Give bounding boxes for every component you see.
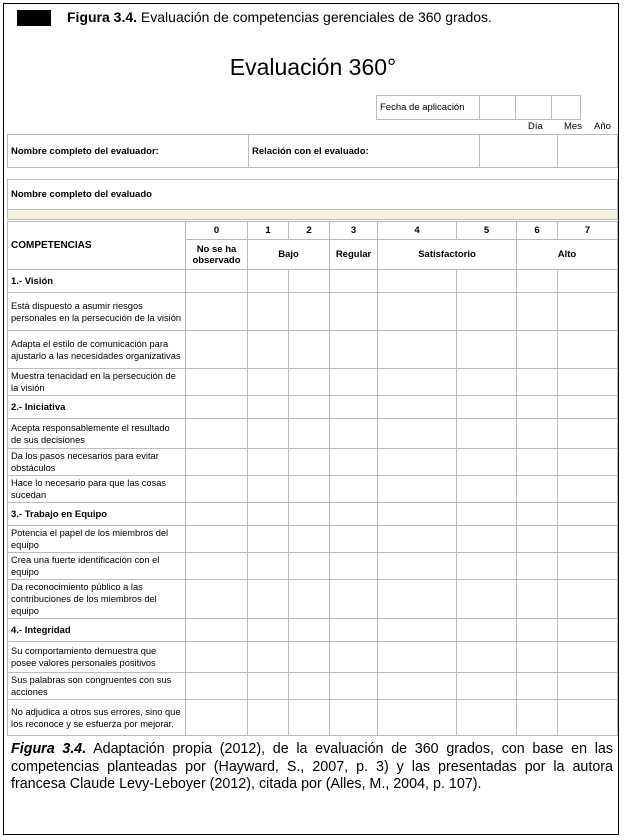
rating-cell[interactable] bbox=[330, 642, 378, 673]
caption-label: Figura 3.4. bbox=[11, 741, 87, 757]
scale-label-regular: Regular bbox=[330, 240, 378, 270]
competencies-header: COMPETENCIAS bbox=[8, 222, 186, 270]
rating-cell[interactable] bbox=[330, 553, 378, 580]
scale-number: 1 bbox=[248, 222, 289, 240]
rating-cell[interactable] bbox=[558, 673, 618, 700]
day-label: Día bbox=[528, 121, 543, 132]
evaluated-spacer bbox=[8, 210, 618, 220]
rating-cell[interactable] bbox=[248, 476, 289, 503]
competency-description: Da los pasos necesarios para evitar obstáculos bbox=[8, 449, 186, 476]
competency-description: Está dispuesto a asumir riesgos personales en la persecución de la visión bbox=[8, 293, 186, 331]
rating-cell[interactable] bbox=[248, 700, 289, 736]
rating-cell[interactable] bbox=[517, 580, 558, 619]
rating-cell[interactable] bbox=[457, 526, 517, 553]
rating-cell[interactable] bbox=[330, 673, 378, 700]
competency-row bbox=[8, 580, 618, 619]
rating-cell[interactable] bbox=[330, 331, 378, 369]
form-title: Evaluación 360° bbox=[229, 54, 397, 80]
rating-cell bbox=[186, 503, 248, 526]
rating-cell[interactable] bbox=[186, 673, 248, 700]
rating-cell[interactable] bbox=[517, 449, 558, 476]
rating-cell[interactable] bbox=[289, 580, 330, 619]
rating-cell[interactable] bbox=[289, 331, 330, 369]
evaluator-extra-1[interactable] bbox=[480, 135, 558, 168]
competencies-table bbox=[7, 221, 618, 736]
rating-cell[interactable] bbox=[330, 293, 378, 331]
rating-cell[interactable] bbox=[517, 642, 558, 673]
rating-cell[interactable] bbox=[517, 369, 558, 396]
rating-cell[interactable] bbox=[186, 642, 248, 673]
rating-cell[interactable] bbox=[330, 449, 378, 476]
rating-cell bbox=[248, 270, 289, 293]
rating-cell[interactable] bbox=[558, 369, 618, 396]
competency-description: Potencia el papel de los miembros del equipo bbox=[8, 526, 186, 553]
scale-number: 3 bbox=[330, 222, 378, 240]
rating-cell[interactable] bbox=[558, 293, 618, 331]
competency-description: Crea una fuerte identificación con el equipo bbox=[8, 553, 186, 580]
rating-cell[interactable] bbox=[457, 580, 517, 619]
rating-cell[interactable] bbox=[517, 673, 558, 700]
date-label: Fecha de aplicación bbox=[377, 96, 480, 120]
competency-row bbox=[8, 293, 618, 331]
rating-cell[interactable] bbox=[558, 419, 618, 449]
rating-cell[interactable] bbox=[517, 526, 558, 553]
section-row bbox=[8, 619, 618, 642]
rating-cell bbox=[248, 396, 289, 419]
rating-cell[interactable] bbox=[186, 580, 248, 619]
rating-cell[interactable] bbox=[289, 553, 330, 580]
rating-cell[interactable] bbox=[378, 673, 457, 700]
competency-row bbox=[8, 369, 618, 396]
rating-cell[interactable] bbox=[378, 642, 457, 673]
rating-cell[interactable] bbox=[378, 580, 457, 619]
competency-row bbox=[8, 553, 618, 580]
rating-cell[interactable] bbox=[457, 553, 517, 580]
rating-cell[interactable] bbox=[558, 580, 618, 619]
rating-cell[interactable] bbox=[378, 526, 457, 553]
rating-cell[interactable] bbox=[248, 369, 289, 396]
rating-cell[interactable] bbox=[186, 526, 248, 553]
rating-cell[interactable] bbox=[558, 526, 618, 553]
rating-cell[interactable] bbox=[330, 700, 378, 736]
scale-number: 6 bbox=[517, 222, 558, 240]
rating-cell[interactable] bbox=[457, 642, 517, 673]
scale-number: 4 bbox=[378, 222, 457, 240]
rating-cell bbox=[558, 396, 618, 419]
section-title: 3.- Trabajo en Equipo bbox=[8, 503, 186, 526]
relation-label: Relación con el evaluado: bbox=[249, 135, 480, 168]
rating-cell[interactable] bbox=[248, 553, 289, 580]
rating-cell[interactable] bbox=[558, 700, 618, 736]
rating-cell[interactable] bbox=[248, 331, 289, 369]
rating-cell[interactable] bbox=[558, 553, 618, 580]
date-sublabels bbox=[0, 121, 626, 133]
rating-cell bbox=[457, 396, 517, 419]
section-title: 2.- Iniciativa bbox=[8, 396, 186, 419]
rating-cell[interactable] bbox=[186, 293, 248, 331]
rating-cell[interactable] bbox=[248, 419, 289, 449]
rating-cell bbox=[378, 619, 457, 642]
rating-cell[interactable] bbox=[330, 419, 378, 449]
rating-cell[interactable] bbox=[289, 673, 330, 700]
rating-cell bbox=[378, 503, 457, 526]
section-row bbox=[8, 503, 618, 526]
redaction-box bbox=[17, 10, 51, 26]
rating-cell[interactable] bbox=[186, 476, 248, 503]
rating-cell[interactable] bbox=[289, 526, 330, 553]
rating-cell[interactable] bbox=[457, 331, 517, 369]
scale-label-not-observed: No se ha observado bbox=[186, 240, 248, 270]
rating-cell[interactable] bbox=[558, 331, 618, 369]
scale-label-high: Alto bbox=[517, 240, 618, 270]
rating-cell[interactable] bbox=[517, 331, 558, 369]
competency-description: Sus palabras son congruentes con sus acciones bbox=[8, 673, 186, 700]
rating-cell bbox=[517, 270, 558, 293]
rating-cell[interactable] bbox=[517, 700, 558, 736]
rating-cell[interactable] bbox=[457, 700, 517, 736]
evaluated-label: Nombre completo del evaluado bbox=[8, 180, 618, 210]
rating-cell[interactable] bbox=[558, 642, 618, 673]
rating-cell bbox=[289, 270, 330, 293]
rating-cell bbox=[186, 619, 248, 642]
rating-cell bbox=[330, 396, 378, 419]
figure-title: Evaluación de competencias gerenciales de 360 grados. bbox=[140, 9, 492, 25]
rating-cell[interactable] bbox=[457, 449, 517, 476]
rating-cell[interactable] bbox=[457, 369, 517, 396]
rating-cell bbox=[457, 503, 517, 526]
rating-cell bbox=[558, 270, 618, 293]
rating-cell[interactable] bbox=[289, 642, 330, 673]
rating-cell bbox=[378, 270, 457, 293]
caption-text: Adaptación propia (2012), de la evaluación de 360 grados, con base en las competencias planteadas por (Hayward, S., 2007, p. 3) y las presentadas por la autora francesa Claude Levy-Leboyer (2012), citada por (Alles, M., 2004, p. 107). bbox=[11, 741, 613, 792]
rating-cell[interactable] bbox=[289, 700, 330, 736]
section-row bbox=[8, 270, 618, 293]
rating-cell[interactable] bbox=[186, 419, 248, 449]
competency-description: No adjudica a otros sus errores, sino que los reconoce y se esfuerza por mejorar. bbox=[8, 700, 186, 736]
evaluator-table bbox=[7, 134, 618, 168]
competency-row bbox=[8, 449, 618, 476]
evaluated-table bbox=[7, 179, 618, 220]
rating-cell[interactable] bbox=[517, 293, 558, 331]
competency-description: Acepta responsablemente el resultado de sus decisiones bbox=[8, 419, 186, 449]
competency-row bbox=[8, 476, 618, 503]
rating-cell bbox=[517, 396, 558, 419]
rating-cell bbox=[457, 619, 517, 642]
rating-cell[interactable] bbox=[289, 419, 330, 449]
rating-cell[interactable] bbox=[248, 642, 289, 673]
evaluator-extra-2[interactable] bbox=[558, 135, 618, 168]
rating-cell[interactable] bbox=[378, 419, 457, 449]
rating-cell[interactable] bbox=[186, 369, 248, 396]
competency-row bbox=[8, 642, 618, 673]
rating-cell[interactable] bbox=[248, 526, 289, 553]
rating-cell[interactable] bbox=[457, 476, 517, 503]
rating-cell[interactable] bbox=[517, 553, 558, 580]
month-field[interactable] bbox=[516, 96, 552, 120]
rating-cell[interactable] bbox=[457, 419, 517, 449]
rating-cell[interactable] bbox=[248, 673, 289, 700]
rating-cell[interactable] bbox=[378, 476, 457, 503]
rating-cell bbox=[378, 396, 457, 419]
date-table bbox=[376, 95, 581, 120]
rating-cell[interactable] bbox=[378, 553, 457, 580]
rating-cell[interactable] bbox=[186, 331, 248, 369]
rating-cell bbox=[558, 503, 618, 526]
rating-cell[interactable] bbox=[457, 293, 517, 331]
rating-cell bbox=[330, 619, 378, 642]
rating-cell[interactable] bbox=[457, 673, 517, 700]
rating-cell bbox=[330, 270, 378, 293]
day-field[interactable] bbox=[480, 96, 516, 120]
month-label: Mes bbox=[564, 121, 582, 132]
rating-cell bbox=[289, 396, 330, 419]
competency-description: Su comportamiento demuestra que posee valores personales positivos bbox=[8, 642, 186, 673]
figure-label: Figura 3.4. bbox=[67, 9, 138, 25]
rating-cell bbox=[558, 619, 618, 642]
rating-cell bbox=[289, 619, 330, 642]
rating-cell[interactable] bbox=[330, 580, 378, 619]
figure-caption bbox=[11, 741, 613, 794]
rating-cell[interactable] bbox=[289, 369, 330, 396]
rating-cell[interactable] bbox=[378, 449, 457, 476]
rating-cell[interactable] bbox=[248, 293, 289, 331]
scale-label-satisfactory: Satisfactorio bbox=[378, 240, 517, 270]
competency-row bbox=[8, 526, 618, 553]
rating-cell bbox=[186, 396, 248, 419]
competency-description: Muestra tenacidad en la persecución de la visión bbox=[8, 369, 186, 396]
rating-cell[interactable] bbox=[186, 700, 248, 736]
scale-number: 7 bbox=[558, 222, 618, 240]
scale-label-low: Bajo bbox=[248, 240, 330, 270]
rating-cell[interactable] bbox=[289, 293, 330, 331]
rating-cell[interactable] bbox=[378, 369, 457, 396]
evaluator-label: Nombre completo del evaluador: bbox=[8, 135, 249, 168]
rating-cell bbox=[517, 503, 558, 526]
rating-cell[interactable] bbox=[517, 476, 558, 503]
scale-number: 0 bbox=[186, 222, 248, 240]
rating-cell bbox=[248, 619, 289, 642]
rating-cell bbox=[186, 270, 248, 293]
competency-row bbox=[8, 331, 618, 369]
rating-cell bbox=[457, 270, 517, 293]
scale-number: 2 bbox=[289, 222, 330, 240]
rating-cell[interactable] bbox=[378, 293, 457, 331]
rating-cell[interactable] bbox=[517, 419, 558, 449]
year-label: Año bbox=[594, 121, 611, 132]
competency-row bbox=[8, 419, 618, 449]
competency-row bbox=[8, 700, 618, 736]
scale-number: 5 bbox=[457, 222, 517, 240]
section-title: 4.- Integridad bbox=[8, 619, 186, 642]
section-title: 1.- Visión bbox=[8, 270, 186, 293]
rating-cell[interactable] bbox=[558, 476, 618, 503]
competencies-body bbox=[8, 270, 618, 736]
rating-cell[interactable] bbox=[330, 476, 378, 503]
rating-cell[interactable] bbox=[378, 700, 457, 736]
rating-cell[interactable] bbox=[186, 553, 248, 580]
competency-description: Da reconocimiento público a las contribuciones de los miembros del equipo bbox=[8, 580, 186, 619]
rating-cell[interactable] bbox=[248, 449, 289, 476]
section-row bbox=[8, 396, 618, 419]
rating-cell[interactable] bbox=[330, 526, 378, 553]
year-field[interactable] bbox=[552, 96, 581, 120]
rating-cell[interactable] bbox=[248, 580, 289, 619]
rating-cell[interactable] bbox=[330, 369, 378, 396]
rating-cell[interactable] bbox=[558, 449, 618, 476]
rating-cell bbox=[289, 503, 330, 526]
rating-cell[interactable] bbox=[289, 449, 330, 476]
rating-cell bbox=[248, 503, 289, 526]
competency-row bbox=[8, 673, 618, 700]
rating-cell bbox=[517, 619, 558, 642]
rating-cell[interactable] bbox=[186, 449, 248, 476]
competency-description: Adapta el estilo de comunicación para ajustarlo a las necesidades organizativas bbox=[8, 331, 186, 369]
rating-cell bbox=[330, 503, 378, 526]
rating-cell[interactable] bbox=[378, 331, 457, 369]
rating-cell[interactable] bbox=[289, 476, 330, 503]
competency-description: Hace lo necesario para que las cosas sucedan bbox=[8, 476, 186, 503]
figure-header bbox=[67, 9, 492, 25]
